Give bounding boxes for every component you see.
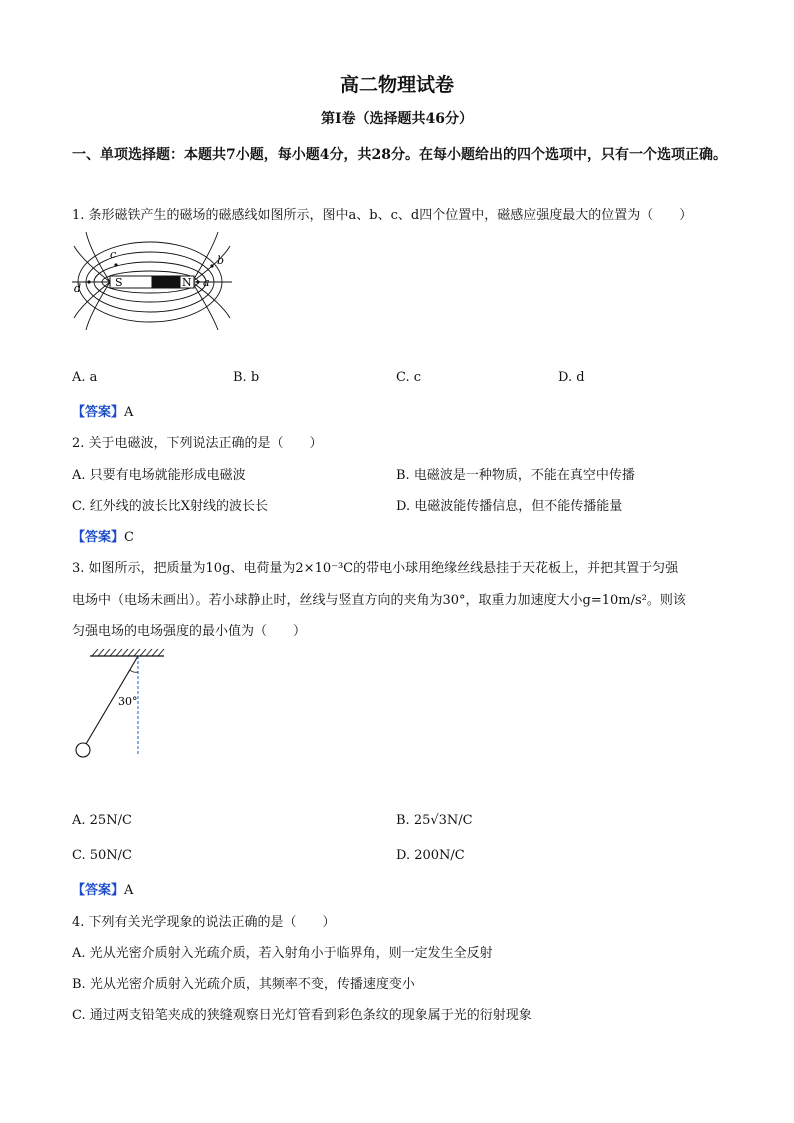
q2-option-d: D. 电磁波能传播信息，但不能传播能量 (396, 499, 623, 514)
answer-bracket: 【答案】 (72, 530, 125, 545)
q1-option-a: A. a (72, 370, 98, 385)
point-c (114, 263, 117, 266)
q1-answer (72, 401, 133, 420)
label-n: N (182, 276, 192, 289)
question-4-stem: 4. 下列有关光学现象的说法正确的是（ ） (72, 915, 336, 930)
answer-bracket: 【答案】 (72, 405, 125, 420)
answer-bracket: 【答案】 (72, 883, 125, 898)
field-line (192, 282, 230, 318)
q3-option-a: A. 25N/C (72, 813, 132, 828)
q3-answer-value: A (124, 883, 134, 898)
part-heading: 第Ⅰ卷（选择题共46分） (320, 111, 474, 127)
angle-arc (130, 670, 138, 672)
label-b: b (217, 254, 225, 267)
q4-option-c: C. 通过两支铅笔夹成的狭缝观察日光灯管看到彩色条纹的现象属于光的衍射现象 (72, 1008, 532, 1023)
field-line (192, 232, 218, 282)
q3-option-b: B. 25√3N/C (396, 813, 473, 828)
pendulum-figure (72, 646, 172, 764)
q4-option-b: B. 光从光密介质射入光疏介质，其频率不变，传播速度变小 (72, 977, 415, 992)
field-line (192, 246, 230, 282)
label-a: a (203, 276, 210, 289)
q1-answer-value: A (124, 405, 134, 420)
q2-option-c: C. 红外线的波长比X射线的波长长 (72, 499, 269, 514)
bar-magnet-figure (72, 230, 232, 330)
q3-option-c: C. 50N/C (72, 848, 132, 863)
magnet-middle (152, 276, 180, 288)
question-2-stem: 2. 关于电磁波，下列说法正确的是（ ） (72, 436, 323, 451)
question-3-line-1: 3. 如图所示，把质量为10g、电荷量为2×10⁻³C的带电小球用绝缘丝线悬挂于天花板上，并把其置于匀强 (72, 561, 679, 576)
q1-option-d: D. d (558, 370, 585, 385)
question-3-line-3: 匀强电场的电场强度的最小值为（ ） (72, 624, 307, 639)
q2-option-a: A. 只要有电场就能形成电磁波 (72, 468, 246, 483)
point-d (87, 280, 90, 283)
q2-answer-value: C (124, 530, 134, 545)
point-b (210, 264, 213, 267)
q2-option-b: B. 电磁波是一种物质，不能在真空中传播 (396, 468, 635, 483)
label-c: c (110, 248, 117, 261)
section-heading: 一、单项选择题：本题共7小题，每小题4分，共28分。在每小题给出的四个选项中，只有一个选项正确。 (72, 147, 727, 163)
question-3-line-2: 电场中（电场未画出）。若小球静止时，丝线与竖直方向的夹角为30°，取重力加速度大小g=10m/s²。则该 (72, 593, 686, 608)
point-a (196, 280, 199, 283)
label-s: S (115, 276, 123, 289)
charged-ball (76, 743, 90, 757)
label-d: d (74, 282, 82, 295)
q2-answer (72, 526, 134, 545)
q1-option-b: B. b (233, 370, 260, 385)
page-title: 高二物理试卷 (339, 74, 454, 96)
q1-option-c: C. c (396, 370, 422, 385)
q3-answer (72, 879, 133, 898)
q3-option-d: D. 200N/C (396, 848, 465, 863)
q4-option-a: A. 光从光密介质射入光疏介质，若入射角小于临界角，则一定发生全反射 (72, 946, 493, 961)
angle-label: 30° (118, 695, 138, 708)
question-1-stem: 1. 条形磁铁产生的磁场的磁感线如图所示，图中a、b、c、d四个位置中，磁感应强度最大的位置为（ ） (72, 208, 693, 223)
field-line (192, 282, 218, 330)
